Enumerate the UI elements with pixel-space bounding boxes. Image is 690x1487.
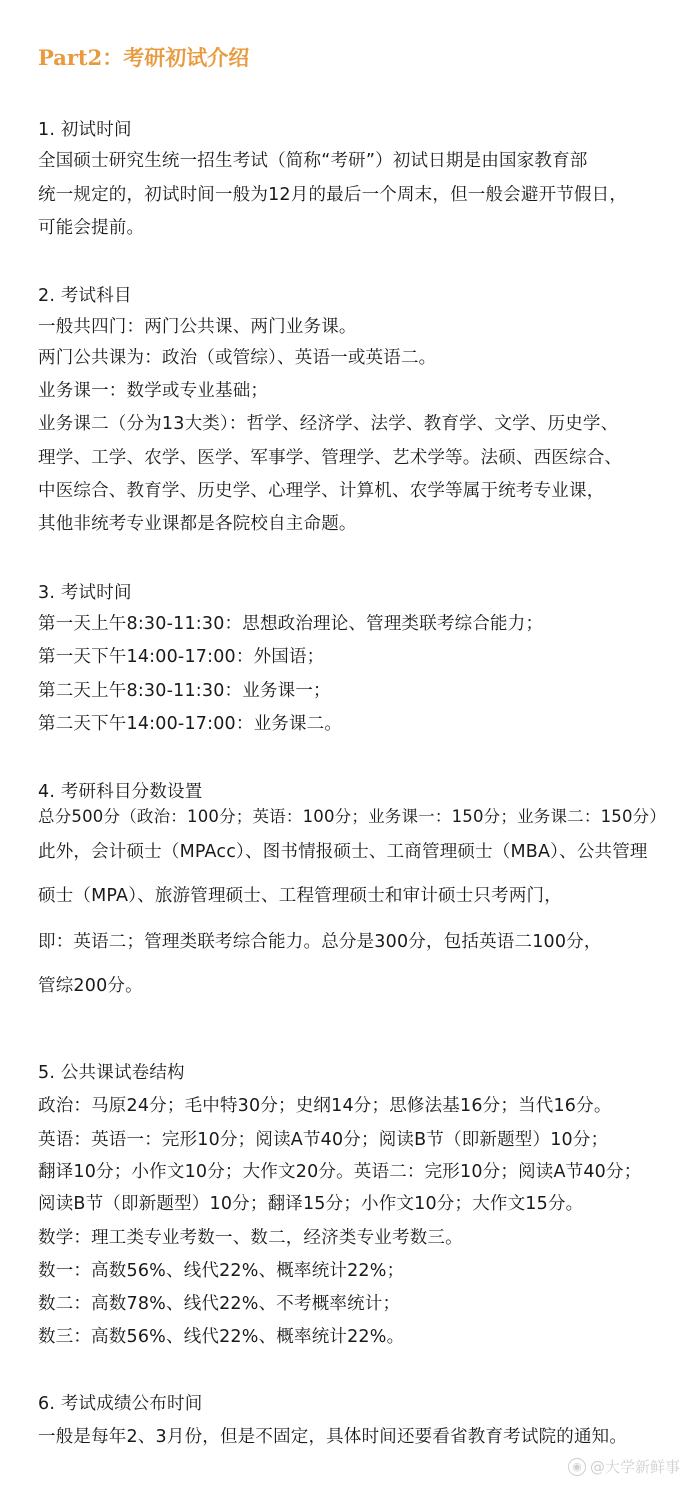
section-5-line-1: 政治：马原24分；毛中特30分；史纲14分；思修法基16分；当代16分。 [38,1096,612,1116]
page-title: Part2：考研初试介绍 [38,45,250,70]
section-4-line-2: 此外，会计硕士（MPAcc）、图书情报硕士、工商管理硕士（MBA）、公共管理 [38,842,648,862]
section-2-line-1: 一般共四门：两门公共课、两门业务课。 [38,317,357,337]
section-5-line-4: 阅读B节（即新题型）10分；翻译15分；小作文10分；大作文15分。 [38,1194,584,1214]
section-2-line-4: 业务课二（分为13大类）：哲学、经济学、法学、教育学、文学、历史学、 [38,414,619,434]
section-1-line-1: 全国硕士研究生统一招生考试（简称“考研”）初试日期是由国家教育部 [38,151,588,171]
section-2-line-7: 其他非统考专业课都是各院校自主命题。 [38,514,357,534]
section-1-line-2: 统一规定的，初试时间一般为12月的最后一个周末，但一般会避开节假日， [38,185,628,205]
watermark-text: @大学新鲜事 [589,1458,680,1476]
section-2-line-5: 理学、工学、农学、医学、军事学、管理学、艺术学等。法硕、西医综合、 [38,448,623,468]
section-5-line-5: 数学：理工类专业考数一、数二，经济类专业考数三。 [38,1228,463,1248]
section-6-line-1: 一般是每年2、3月份，但是不固定，具体时间还要看省教育考试院的通知。 [38,1427,628,1447]
section-6-heading: 6. 考试成绩公布时间 [38,1394,203,1414]
section-3-line-3: 第二天上午8:30-11:30：业务课一； [38,681,331,701]
section-2-line-3: 业务课一：数学或专业基础； [38,381,269,401]
watermark [568,1456,680,1477]
section-3-line-1: 第一天上午8:30-11:30：思想政治理论、管理类联考综合能力； [38,614,544,634]
section-5-line-3: 翻译10分；小作文10分；大作文20分。英语二：完形10分；阅读A节40分； [38,1162,642,1182]
section-3-heading: 3. 考试时间 [38,583,132,603]
section-4-line-1: 总分500分（政治：100分；英语：100分；业务课一：150分；业务课二：150分） [38,807,667,826]
section-5-line-8: 数三：高数56%、线代22%、概率统计22%。 [38,1327,405,1347]
section-1-heading: 1. 初试时间 [38,120,132,140]
weibo-icon: ◉ [568,1458,586,1476]
section-5-heading: 5. 公共课试卷结构 [38,1063,185,1083]
section-4-line-5: 管综200分。 [38,976,143,996]
section-5-line-7: 数二：高数78%、线代22%、不考概率统计； [38,1294,401,1314]
section-4-line-3: 硕士（MPA）、旅游管理硕士、工程管理硕士和审计硕士只考两门， [38,886,562,906]
section-2-line-6: 中医综合、教育学、历史学、心理学、计算机、农学等属于统考专业课， [38,481,605,501]
section-3-line-4: 第二天下午14:00-17:00：业务课二。 [38,714,343,734]
section-2-line-2: 两门公共课为：政治（或管综）、英语一或英语二。 [38,348,437,368]
section-5-line-6: 数一：高数56%、线代22%、概率统计22%； [38,1261,405,1281]
section-4-line-4: 即：英语二；管理类联考综合能力。总分是300分，包括英语二100分， [38,932,602,952]
section-3-line-2: 第一天下午14:00-17:00：外国语； [38,647,325,667]
section-4-heading: 4. 考研科目分数设置 [38,782,203,802]
section-5-line-2: 英语：英语一：完形10分；阅读A节40分；阅读B节（即新题型）10分； [38,1130,609,1150]
section-2-heading: 2. 考试科目 [38,286,132,306]
section-1-line-3: 可能会提前。 [38,218,145,238]
